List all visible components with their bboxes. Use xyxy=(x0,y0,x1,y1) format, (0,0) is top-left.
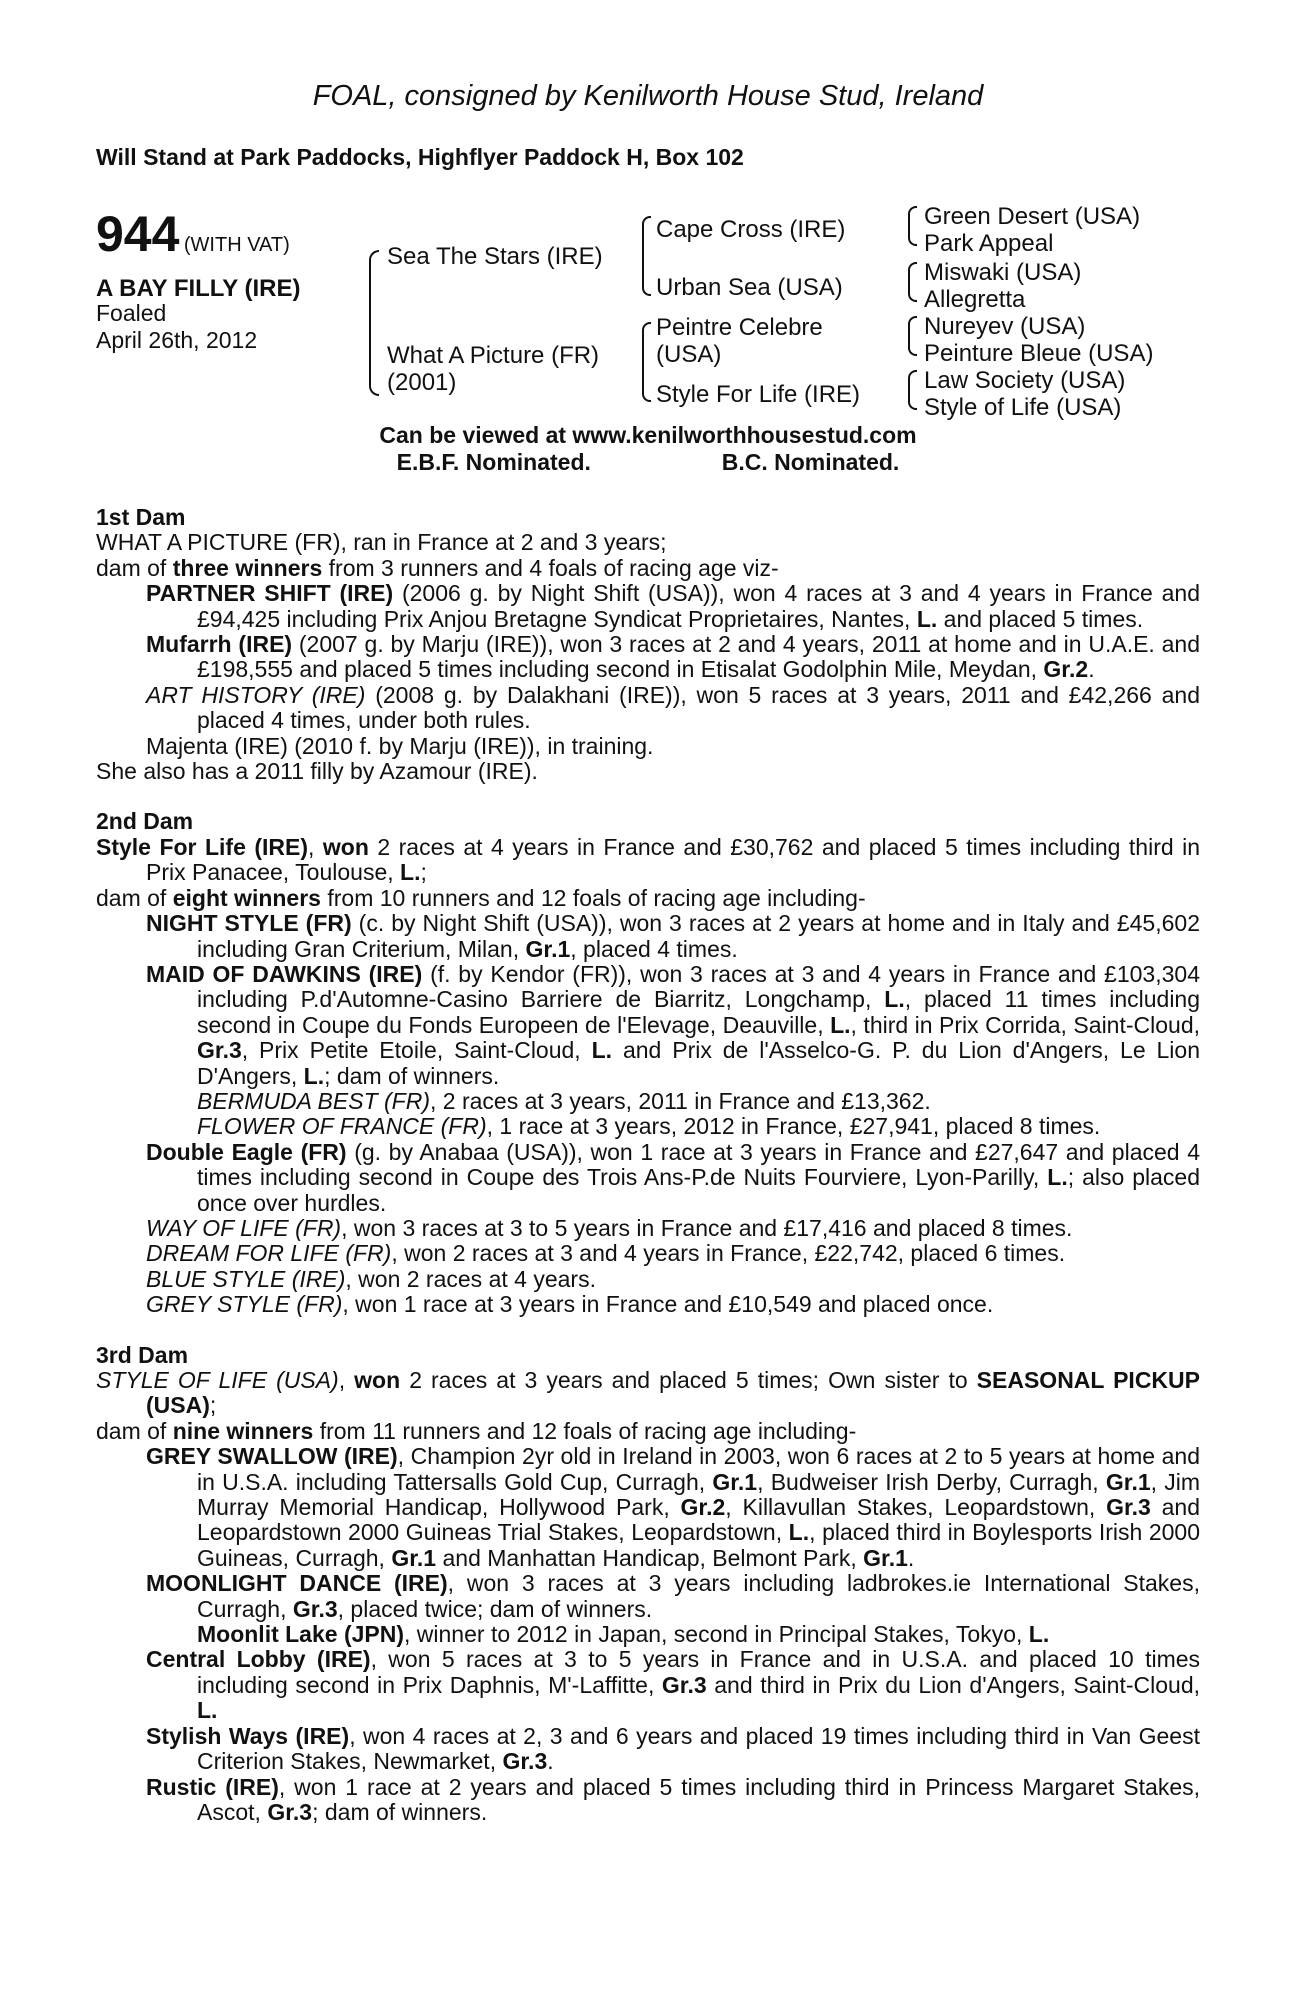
foaled-date: April 26th, 2012 xyxy=(96,327,258,353)
horse-name: Rustic (IRE) xyxy=(146,1773,279,1800)
produce-entry xyxy=(96,1140,1200,1216)
first-dam-intro: WHAT A PICTURE (FR), ran in France at 2 and 3 years; xyxy=(96,529,667,556)
sire-sire: Cape Cross (IRE) xyxy=(656,216,846,243)
horse-name: GREY STYLE (FR) xyxy=(146,1291,343,1318)
entry-text: , Budweiser Irish Derby, Curragh, xyxy=(757,1468,1099,1495)
won-label: won xyxy=(322,833,369,860)
bracket-sire xyxy=(642,216,651,296)
entry-text: , won 1 race at 3 years in France and £10,549 and placed once. xyxy=(342,1291,994,1318)
entry-text: , won 3 races at 3 years including ladbrokes.ie International Stakes, Curragh, xyxy=(197,1570,1200,1622)
entry-text: , placed 4 times. xyxy=(570,935,738,962)
entry-text: and Prix de l'Asselco-G. P. du Lion d'Angers, Le Lion D'Angers, xyxy=(197,1037,1201,1089)
second-dam-intro: Style For Life (IRE), won 2 races at 4 years in France and £30,762 and placed 5 times including third in Prix Panacee, Toulouse, L.; xyxy=(96,833,1201,886)
bracket-sire-dam xyxy=(369,250,379,396)
dam-dam-dam: Style of Life (USA) xyxy=(924,394,1122,421)
sire-sire-dam: Park Appeal xyxy=(924,230,1054,257)
produce-entry xyxy=(96,1267,1200,1292)
entry-text: ; dam of winners. xyxy=(312,1798,488,1825)
listed-mark: L. xyxy=(916,605,938,632)
dam-of-label: dam of xyxy=(96,554,167,581)
group-mark: Gr.2 xyxy=(680,1494,726,1521)
entry-text: (2006 g. by Night Shift (USA)), won 4 races at 3 and 4 years in France and £94,425 including Prix Anjou Bretagne Syndicat Proprietaires, Nantes, xyxy=(197,580,1200,632)
listed-mark: L. xyxy=(400,859,421,886)
third-dam-produce-summary xyxy=(96,1419,1200,1444)
catalogue-body xyxy=(96,505,1200,1825)
entry-text: and Manhattan Handicap, Belmont Park, xyxy=(442,1544,857,1571)
horse-name: BLUE STYLE (IRE) xyxy=(146,1265,346,1292)
winners-count: nine winners xyxy=(172,1417,314,1444)
group-mark: Gr.3 xyxy=(292,1595,338,1622)
listed-mark: L. xyxy=(1047,1164,1068,1191)
produce-entry xyxy=(96,1775,1200,1826)
horse-name: BERMUDA BEST (FR) xyxy=(197,1087,430,1114)
entry-text: ; dam of winners. xyxy=(324,1062,500,1089)
listed-mark: L. xyxy=(788,1519,810,1546)
sire-dam-sire: Miswaki (USA) xyxy=(924,259,1082,286)
entry-text: 2 races at 4 years in France and £30,762 and placed 5 times including third in Prix Panacee, Toulouse, xyxy=(146,833,1201,886)
entry-text: , third in Prix Corrida, Saint-Cloud, xyxy=(850,1011,1201,1038)
entry-text: , won 1 race at 2 years and placed 5 times including third in Princess Margaret Stakes, Ascot, xyxy=(197,1773,1201,1825)
group-mark: Gr.1 xyxy=(1105,1468,1151,1495)
horse-name: Moonlit Lake (JPN) xyxy=(197,1621,405,1648)
entry-text: , placed third in Boylesports Irish 2000 Guineas, Curragh, xyxy=(197,1519,1201,1571)
entry-text: (c. by Night Shift (USA)), won 3 races at 2 years at home and in Italy and £45,602 including Gran Criterium, Milan, xyxy=(197,910,1200,962)
dam-sire-line1: Peintre Celebre xyxy=(656,314,823,341)
horse-name: Central Lobby (IRE) xyxy=(146,1646,371,1673)
produce-entry: GREY SWALLOW (IRE), Champion 2yr old in Ireland in 2003, won 6 races at 2 to 5 years at home and in U.S.A. including Tattersalls Gold Cup, Curragh, Gr.1, Budweiser Irish Derby, Curragh, Gr.1, Jim Murray Memorial Handicap, Hollywood Park, Gr.2, Killavullan Stakes, Leopardstown, Gr.3 and Leopardstown 2000 Guineas Trial Stakes, Leopardstown, L., placed third in Boylesports Irish 2000 Guineas, Curragh, Gr.1 and Manhattan Handicap, Belmont Park, Gr.1. xyxy=(146,1443,1201,1571)
produce-entry xyxy=(96,1216,1200,1241)
listed-mark: L. xyxy=(1028,1621,1050,1648)
group-mark: Gr.3 xyxy=(502,1748,548,1775)
winners-count: eight winners xyxy=(172,884,321,911)
bracket-ss xyxy=(908,206,917,246)
lot-description: A BAY FILLY (IRE) xyxy=(96,275,301,302)
dam-dam: Style For Life (IRE) xyxy=(656,381,861,408)
produce-entry: Majenta (IRE) (2010 f. by Marju (IRE)), in training. xyxy=(146,732,654,759)
entry-text: , 1 race at 3 years, 2012 in France, £27,941, placed 8 times. xyxy=(486,1113,1101,1140)
produce-entry xyxy=(96,1647,1200,1723)
produce-entry xyxy=(96,683,1200,734)
horse-name: MAID OF DAWKINS (IRE) xyxy=(146,960,423,987)
produce-entry xyxy=(96,581,1200,632)
entry-text: , Killavullan Stakes, Leopardstown, xyxy=(725,1494,1096,1521)
second-dam-heading: 2nd Dam xyxy=(96,808,194,835)
bracket-ds xyxy=(908,316,917,356)
horse-name: WAY OF LIFE (FR) xyxy=(146,1214,342,1241)
bracket-dam xyxy=(642,322,651,402)
winners-count: three winners xyxy=(172,554,323,581)
dam-of-label: dam of xyxy=(96,1417,167,1444)
won-label: won xyxy=(354,1367,401,1393)
winners-rest: from 3 runners and 4 foals of racing age viz- xyxy=(328,554,779,581)
winners-rest: from 10 runners and 12 foals of racing age including- xyxy=(327,884,866,911)
viewing-note: Can be viewed at www.kenilworthhousestud.com xyxy=(379,422,917,448)
entry-text: , Champion 2yr old in Ireland in 2003, won 6 races at 2 to 5 years at home and in U.S.A. including Tattersalls Gold Cup, Curragh, xyxy=(197,1443,1200,1495)
entry-text: , 2 races at 3 years, 2011 in France and £13,362. xyxy=(430,1087,931,1114)
entry-text: , won 4 races at 2, 3 and 6 years and placed 19 times including third in Van Geest Criterion Stakes, Newmarket, xyxy=(197,1722,1200,1775)
dam-sire-line2: (USA) xyxy=(656,341,722,368)
third-dam-intro: STYLE OF LIFE (USA), won 2 races at 3 years and placed 5 times; Own sister to SEASONAL PICKUP (USA); xyxy=(96,1367,1200,1419)
dam-name: What A Picture (FR) xyxy=(387,342,600,369)
entry-text: and third in Prix du Lion d'Angers, Saint-Cloud, xyxy=(714,1671,1200,1698)
bc-nominated: B.C. Nominated. xyxy=(721,449,900,475)
sire-dam: Urban Sea (USA) xyxy=(656,274,843,301)
entry-text: and placed 5 times. xyxy=(943,605,1144,632)
horse-name: DREAM FOR LIFE (FR) xyxy=(146,1240,392,1267)
listed-mark: L. xyxy=(884,986,905,1013)
bracket-sd xyxy=(908,262,917,302)
produce-entry xyxy=(96,1622,1200,1647)
entry-text: , won 3 races at 3 to 5 years in France and £17,416 and placed 8 times. xyxy=(341,1214,1073,1241)
listed-mark: L. xyxy=(830,1011,851,1038)
horse-name: PARTNER SHIFT (IRE) xyxy=(146,580,394,607)
produce-entry xyxy=(96,962,1200,1089)
horse-name: NIGHT STYLE (FR) xyxy=(146,910,352,937)
vat-note: (WITH VAT) xyxy=(183,234,290,256)
stand-location: Will Stand at Park Paddocks, Highflyer Paddock H, Box 102 xyxy=(96,144,744,170)
sire-sire-sire: Green Desert (USA) xyxy=(924,203,1141,230)
entry-text: , placed twice; dam of winners. xyxy=(337,1595,653,1622)
entry-text: , placed 11 times including second in Coupe du Fonds Europeen de l'Elevage, Deauville, xyxy=(197,986,1201,1038)
produce-entry: Mufarrh (IRE) (2007 g. by Marju (IRE)), won 3 races at 2 and 4 years, 2011 at home and in U.A.E. and £198,555 and placed 5 times including second in Etisalat Godolphin Mile, Meydan, Gr.2. xyxy=(146,631,1200,683)
horse-name: Mufarrh (IRE) xyxy=(146,631,293,658)
winners-rest: from 11 runners and 12 foals of racing age including- xyxy=(319,1417,857,1444)
dam-of-label: dam of xyxy=(96,884,167,911)
first-dam-produce-summary xyxy=(96,556,1200,581)
produce-entry: Stylish Ways (IRE), won 4 races at 2, 3 and 6 years and placed 19 times including third in Van Geest Criterion Stakes, Newmarket, Gr.3. xyxy=(146,1722,1200,1775)
produce-entry xyxy=(96,1114,1200,1139)
horse-name: MOONLIGHT DANCE (IRE) xyxy=(146,1570,448,1597)
group-mark: Gr.2 xyxy=(1043,656,1089,683)
listed-mark: L. xyxy=(591,1037,613,1064)
produce-entry xyxy=(96,1571,1200,1622)
produce-entry xyxy=(96,1241,1200,1266)
group-mark: Gr.3 xyxy=(661,1671,707,1698)
group-mark: Gr.1 xyxy=(391,1544,437,1571)
horse-name: STYLE OF LIFE (USA) xyxy=(96,1367,339,1393)
nominations xyxy=(96,449,1200,476)
foaled-block xyxy=(96,300,257,354)
bracket-dd xyxy=(908,370,917,410)
second-dam-produce-summary xyxy=(96,886,1200,911)
group-mark: Gr.1 xyxy=(712,1468,758,1495)
horse-name: Style For Life (IRE) xyxy=(96,833,308,860)
entry-text: ; also placed once over hurdles. xyxy=(197,1164,1200,1216)
horse-name: Double Eagle (FR) xyxy=(146,1138,347,1165)
entry-text: , winner to 2012 in Japan, second in Principal Stakes, Tokyo, xyxy=(404,1621,1023,1648)
lot-number-block xyxy=(96,205,290,263)
entry-text: , Jim Murray Memorial Handicap, Hollywood Park, xyxy=(197,1468,1201,1521)
sire-name: Sea The Stars (IRE) xyxy=(387,243,603,270)
entry-text: and Leopardstown 2000 Guineas Trial Stakes, Leopardstown, xyxy=(197,1494,1201,1546)
group-mark: Gr.1 xyxy=(525,935,571,962)
dam-year: (2001) xyxy=(387,369,457,396)
entry-text: (f. by Kendor (FR)), won 3 races at 3 and 4 years in France and £103,304 including P.d'Automne-Casino Barriere de Biarritz, Longchamp, xyxy=(197,960,1200,1013)
produce-entry xyxy=(96,1089,1200,1114)
group-mark: Gr.3 xyxy=(267,1798,313,1825)
entry-text: , won 5 races at 3 to 5 years in France and in U.S.A. and placed 10 times including second in Prix Daphnis, M'-Laffitte, xyxy=(197,1646,1201,1698)
lot-number: 944 xyxy=(96,206,180,262)
entry-text: 2 races at 3 years and placed 5 times; Own sister to xyxy=(409,1367,968,1393)
dam-sire-sire: Nureyev (USA) xyxy=(924,313,1086,340)
third-dam-heading: 3rd Dam xyxy=(96,1341,189,1368)
entry-text: (2008 g. by Dalakhani (IRE)), won 5 races at 3 years, 2011 and £42,266 and placed 4 times, under both rules. xyxy=(197,681,1200,734)
group-mark: Gr.3 xyxy=(1106,1494,1151,1521)
consignor-title: FOAL, consigned by Kenilworth House Stud, Ireland xyxy=(312,80,984,112)
group-mark: Gr.3 xyxy=(197,1037,242,1064)
first-dam-heading: 1st Dam xyxy=(96,504,186,530)
dam-dam-sire: Law Society (USA) xyxy=(924,367,1126,394)
horse-name: ART HISTORY (IRE) xyxy=(146,681,366,708)
entry-text: (g. by Anabaa (USA)), won 1 race at 3 years in France and £27,647 and placed 4 times including second in Coupe des Trois Ans-P.de Nuits Fourviere, Lyon-Parilly, xyxy=(197,1138,1201,1191)
sister-name: SEASONAL PICKUP (USA) xyxy=(146,1367,1200,1419)
horse-name: FLOWER OF FRANCE (FR) xyxy=(197,1113,487,1140)
produce-entry xyxy=(96,1292,1200,1317)
entry-text: , won 2 races at 3 and 4 years in France, £22,742, placed 6 times. xyxy=(391,1240,1066,1267)
listed-mark: L. xyxy=(197,1697,218,1724)
foaled-label: Foaled xyxy=(96,300,167,326)
entry-text: (2007 g. by Marju (IRE)), won 3 races at 2 and 4 years, 2011 at home and in U.A.E. and £198,555 and placed 5 times including second in Etisalat Godolphin Mile, Meydan, xyxy=(197,631,1200,683)
horse-name: GREY SWALLOW (IRE) xyxy=(146,1443,398,1470)
ebf-nominated: E.B.F. Nominated. xyxy=(396,449,591,475)
entry-text: , Prix Petite Etoile, Saint-Cloud, xyxy=(241,1037,581,1064)
produce-note: She also has a 2011 filly by Azamour (IRE). xyxy=(96,758,538,785)
sire-dam-dam: Allegretta xyxy=(924,286,1026,313)
dam-sire-dam: Peinture Bleue (USA) xyxy=(924,340,1154,367)
entry-text: , won 2 races at 4 years. xyxy=(345,1265,596,1292)
listed-mark: L. xyxy=(303,1062,325,1089)
horse-name: Stylish Ways (IRE) xyxy=(146,1722,350,1749)
group-mark: Gr.1 xyxy=(863,1544,908,1571)
produce-entry xyxy=(96,911,1200,962)
